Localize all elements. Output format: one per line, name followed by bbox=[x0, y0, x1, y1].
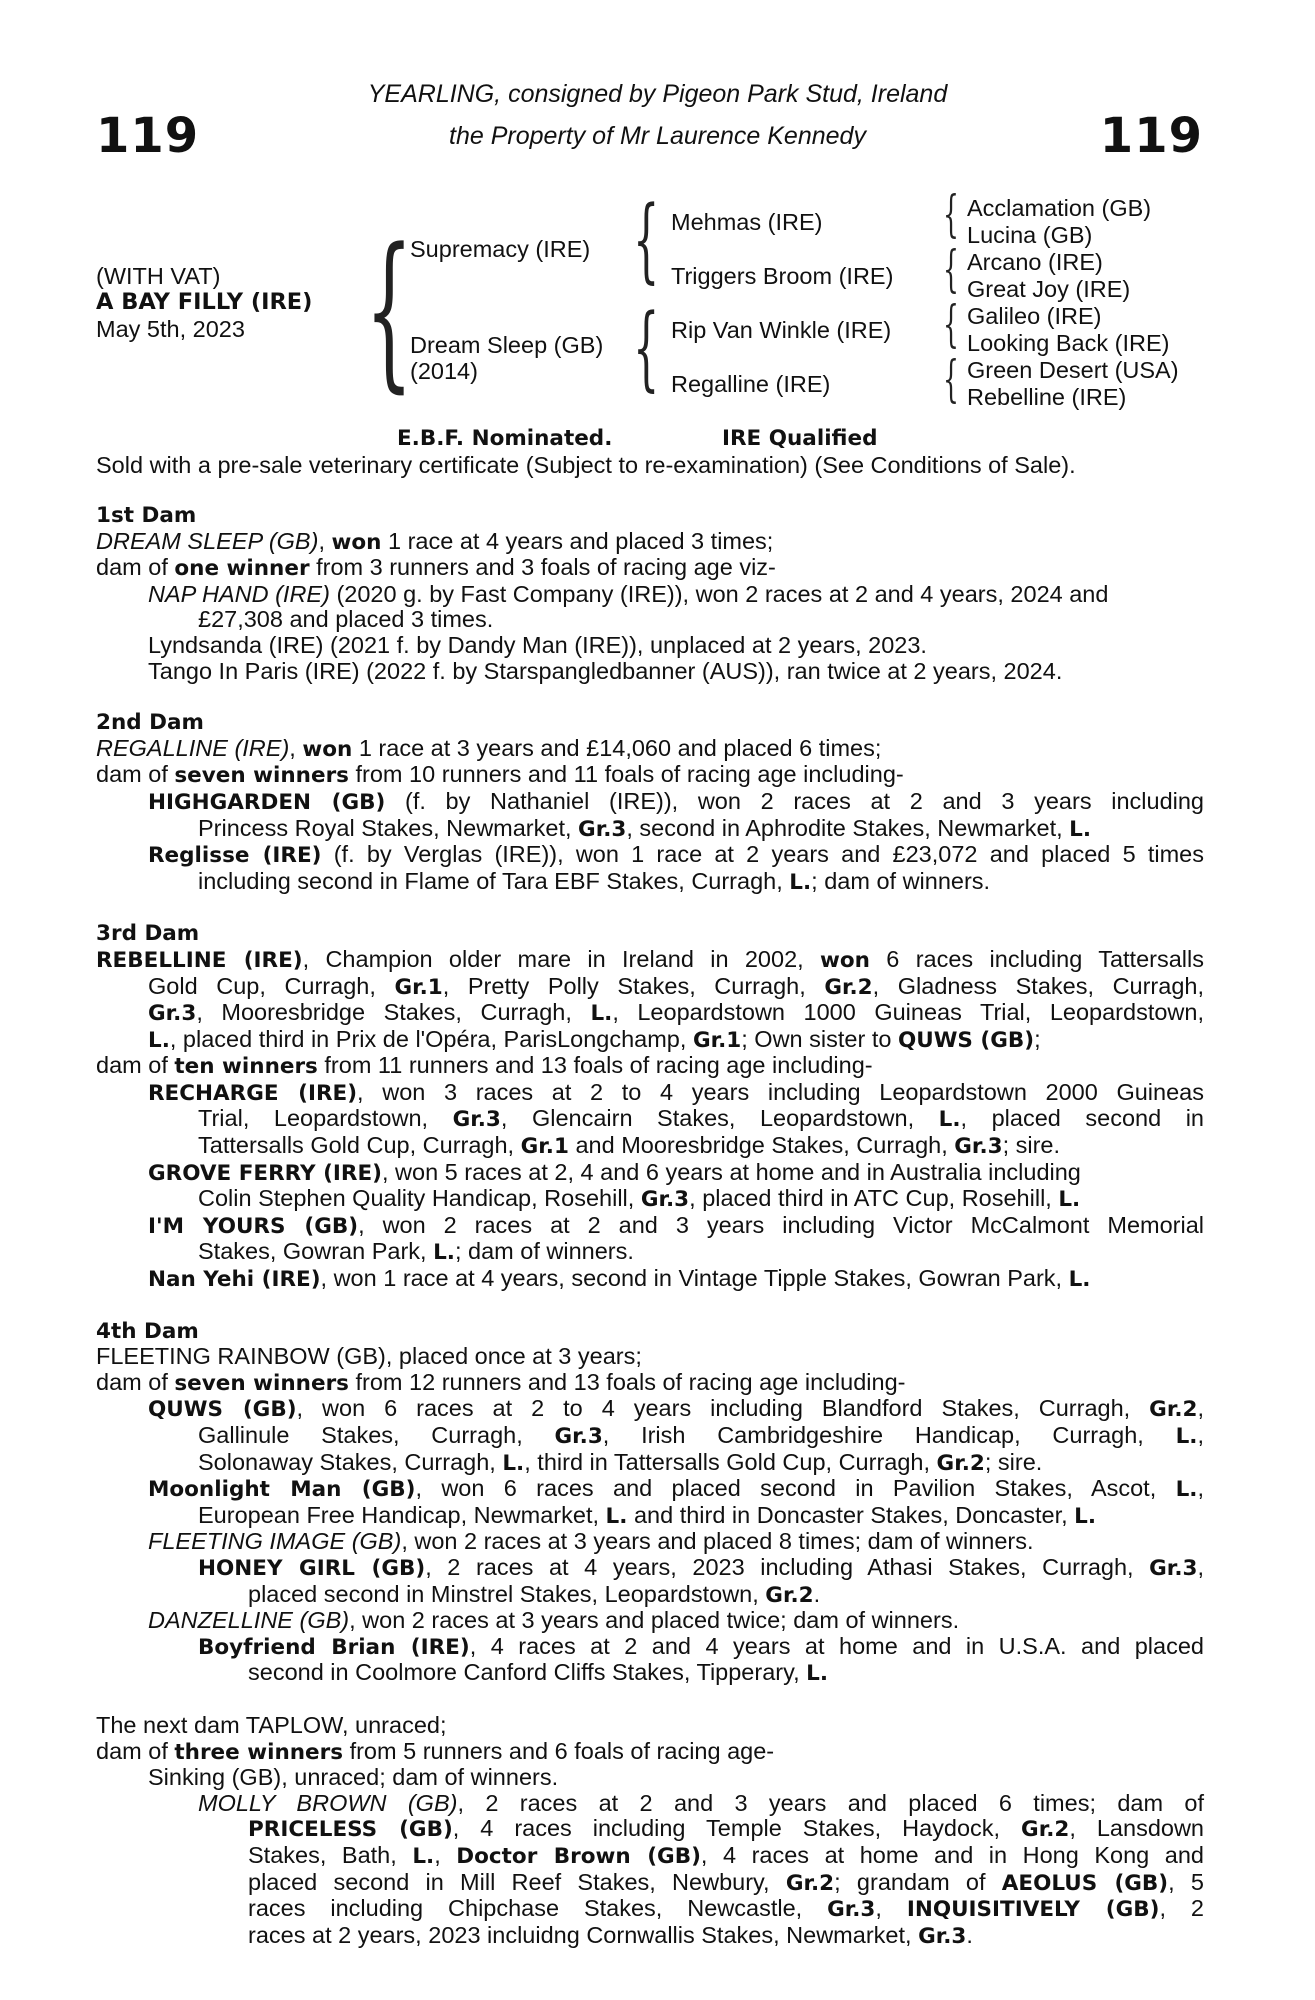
bold-text: one winner bbox=[174, 556, 310, 582]
bold-text: seven winners bbox=[174, 1370, 349, 1396]
plain-text: ; dam of winners. bbox=[811, 867, 991, 894]
text-line bbox=[96, 1239, 1204, 1266]
plain-text: , won 2 races at 3 years and placed twice; dam of winners. bbox=[349, 1607, 960, 1634]
plain-text: Trial, Leopardstown, bbox=[198, 1105, 453, 1132]
lot-number-left: 119 bbox=[96, 108, 200, 164]
italic-text: FLEETING IMAGE (GB) bbox=[148, 1528, 402, 1555]
plain-text: Tattersalls Gold Cup, Curragh, bbox=[198, 1132, 521, 1159]
plain-text: 1 race at 3 years and £14,060 and placed 6 times; bbox=[352, 734, 882, 761]
plain-text: , bbox=[1197, 1475, 1204, 1502]
bold-text: L. bbox=[605, 1503, 628, 1529]
bold-text: seven winners bbox=[174, 763, 349, 789]
italic-text: NAP HAND (IRE) bbox=[148, 580, 330, 607]
plain-text: ; sire. bbox=[1002, 1132, 1061, 1159]
g2-name: Lucina (GB) bbox=[967, 222, 1093, 248]
plain-text: , third in Tattersalls Gold Cup, Curragh, bbox=[524, 1448, 937, 1475]
plain-text: , bbox=[1197, 1395, 1205, 1422]
text-line bbox=[96, 736, 1204, 763]
plain-text: Tango In Paris (IRE) (2022 f. by Starspangledbanner (AUS)), ran twice at 2 years, 2024. bbox=[148, 657, 1063, 684]
bold-text: Gr.2 bbox=[1149, 1397, 1198, 1423]
plain-text: , 2 races at 2 and 3 years and placed 6 times; dam of bbox=[457, 1789, 1204, 1816]
dam-name: Dream Sleep (GB) bbox=[410, 332, 604, 358]
consignor-line: YEARLING, consigned by Pigeon Park Stud, Ireland bbox=[367, 80, 948, 108]
bold-text: L. bbox=[1068, 1267, 1091, 1293]
text-line bbox=[96, 816, 1204, 843]
bold-text: Gr.3 bbox=[148, 1001, 197, 1027]
plain-text: , won 5 races at 2, 4 and 6 years at home and in Australia including bbox=[381, 1158, 1081, 1185]
text-line bbox=[96, 789, 1204, 816]
text-line bbox=[96, 1791, 1204, 1817]
plain-text: . bbox=[813, 1580, 821, 1607]
horse-name: A BAY FILLY (IRE) bbox=[96, 289, 313, 315]
bold-text: Gr.3 bbox=[452, 1107, 501, 1133]
text-line bbox=[96, 582, 1204, 608]
bold-text: Gr.2 bbox=[765, 1582, 814, 1608]
plain-text: , Leopardstown 1000 Guineas Trial, Leopardstown, bbox=[612, 999, 1204, 1026]
g1-name: Acclamation (GB) bbox=[967, 195, 1152, 221]
g4-name: Great Joy (IRE) bbox=[967, 276, 1131, 302]
text-line bbox=[96, 1080, 1204, 1107]
section-heading-4th-dam: 4th Dam bbox=[96, 1318, 199, 1344]
bold-text: Gr.3 bbox=[1149, 1555, 1198, 1581]
ebf-nominated: E.B.F. Nominated. bbox=[397, 426, 613, 451]
text-line bbox=[96, 1582, 1204, 1609]
bold-text: won bbox=[302, 736, 353, 762]
plain-text: , 4 races at 2 and 4 years at home and in U.S.A. and placed bbox=[469, 1632, 1204, 1659]
plain-text: , 4 races including Temple Stakes, Haydock, bbox=[452, 1815, 1022, 1842]
plain-text: , Glencairn Stakes, Leopardstown, bbox=[500, 1105, 939, 1132]
bold-text: Nan Yehi (IRE) bbox=[148, 1267, 321, 1293]
plain-text: Lyndsanda (IRE) (2021 f. by Dandy Man (IRE)), unplaced at 2 years, 2023. bbox=[148, 631, 927, 658]
sire-sire-name: Mehmas (IRE) bbox=[671, 209, 823, 235]
plain-text: , Irish Cambridgeshire Handicap, Curragh, bbox=[602, 1422, 1176, 1448]
bold-text: L. bbox=[502, 1450, 525, 1476]
brace-g1: { bbox=[943, 185, 959, 243]
text-line bbox=[96, 1450, 1204, 1477]
brace-dam: { bbox=[633, 294, 660, 401]
plain-text: , Lansdown bbox=[1069, 1815, 1204, 1842]
text-line bbox=[96, 1133, 1204, 1160]
plain-text: , won 6 races at 2 to 4 years including Blandford Stakes, Curragh, bbox=[296, 1395, 1150, 1422]
bold-text: HIGHGARDEN (GB) bbox=[148, 789, 386, 815]
plain-text: from 10 runners and 11 foals of racing age including- bbox=[348, 761, 904, 788]
section-heading-3rd-dam: 3rd Dam bbox=[96, 921, 200, 947]
text-line bbox=[96, 1870, 1204, 1897]
italic-text: DREAM SLEEP (GB) bbox=[96, 527, 319, 554]
text-line bbox=[96, 1027, 1204, 1054]
section-heading-2nd-dam: 2nd Dam bbox=[96, 710, 204, 736]
owner-line: the Property of Mr Laurence Kennedy bbox=[449, 122, 866, 150]
text-line bbox=[96, 1843, 1204, 1870]
g7-name: Green Desert (USA) bbox=[967, 357, 1179, 383]
plain-text: races including Chipchase Stakes, Newcastle, bbox=[248, 1895, 828, 1922]
bold-text: Gr.2 bbox=[785, 1870, 835, 1896]
plain-text: and Mooresbridge Stakes, Curragh, bbox=[568, 1132, 955, 1159]
plain-text: £27,308 and placed 3 times. bbox=[198, 606, 494, 633]
plain-text: , Mooresbridge Stakes, Curragh, bbox=[196, 999, 591, 1026]
g6-name: Looking Back (IRE) bbox=[967, 330, 1170, 356]
text-line bbox=[96, 1555, 1204, 1582]
bold-text: Gr.1 bbox=[520, 1134, 569, 1160]
catalogue-body bbox=[96, 503, 1204, 1949]
plain-text: , Champion older mare in Ireland in 2002, bbox=[302, 945, 821, 972]
text-line bbox=[96, 1923, 1204, 1950]
dam-dam-name: Regalline (IRE) bbox=[671, 371, 831, 397]
brace-sire: { bbox=[633, 186, 660, 293]
italic-text: REGALLINE (IRE) bbox=[96, 734, 290, 761]
text-line bbox=[96, 1739, 1204, 1766]
plain-text: , Pretty Polly Stakes, Curragh, bbox=[442, 972, 825, 999]
plain-text: and third in Doncaster Stakes, Doncaster, bbox=[627, 1501, 1075, 1528]
bold-text: Gr.3 bbox=[918, 1923, 967, 1949]
text-line bbox=[96, 1896, 1204, 1923]
plain-text: dam of bbox=[96, 554, 175, 581]
bold-text: HONEY GIRL (GB) bbox=[198, 1555, 426, 1581]
plain-text: ; Own sister to bbox=[741, 1025, 898, 1052]
plain-text: , placed second in bbox=[960, 1105, 1204, 1132]
bold-text: Boyfriend Brian (IRE) bbox=[198, 1634, 470, 1660]
plain-text: dam of bbox=[96, 761, 175, 788]
text-line bbox=[96, 1529, 1204, 1555]
text-line bbox=[96, 869, 1204, 896]
text-line bbox=[96, 1765, 1204, 1791]
bold-text: L. bbox=[938, 1107, 961, 1133]
brace-g4: { bbox=[943, 350, 959, 408]
plain-text: races at 2 years, 2023 incluidng Cornwallis Stakes, Newmarket, bbox=[248, 1921, 919, 1948]
plain-text: , 4 races at home and in Hong Kong and bbox=[700, 1841, 1204, 1868]
text-line bbox=[96, 1503, 1204, 1530]
plain-text: Princess Royal Stakes, Newmarket, bbox=[198, 814, 579, 841]
plain-text: ; dam of winners. bbox=[454, 1238, 634, 1265]
text-line bbox=[96, 555, 1204, 582]
text-line bbox=[96, 1634, 1204, 1661]
plain-text: , bbox=[875, 1895, 907, 1922]
plain-text: , won 1 race at 4 years, second in Vintage Tipple Stakes, Gowran Park, bbox=[320, 1265, 1069, 1292]
plain-text: , bbox=[1197, 1422, 1204, 1448]
plain-text: , won 3 races at 2 to 4 years including Leopardstown 2000 Guineas bbox=[357, 1078, 1204, 1105]
bold-text: Doctor Brown (GB) bbox=[456, 1843, 701, 1869]
plain-text: second in Coolmore Canford Cliffs Stakes, Tipperary, bbox=[248, 1659, 807, 1686]
brace-main: { bbox=[365, 212, 414, 408]
plain-text: dam of bbox=[96, 1368, 175, 1395]
plain-text: , won 6 races and placed second in Pavilion Stakes, Ascot, bbox=[415, 1475, 1176, 1502]
plain-text: 6 races including Tattersalls bbox=[869, 945, 1204, 972]
plain-text: , Gladness Stakes, Curragh, bbox=[872, 972, 1204, 999]
bold-text: Moonlight Man (GB) bbox=[148, 1477, 416, 1503]
plain-text: ; sire. bbox=[984, 1448, 1043, 1475]
bold-text: L. bbox=[1175, 1477, 1198, 1503]
plain-text: placed second in Mill Reef Stakes, Newbury, bbox=[248, 1868, 786, 1895]
dam-year: (2014) bbox=[410, 358, 478, 384]
g8-name: Rebelline (IRE) bbox=[967, 384, 1127, 410]
italic-text: DANZELLINE (GB) bbox=[148, 1607, 350, 1634]
bold-text: L. bbox=[590, 1001, 613, 1027]
section-heading-1st-dam: 1st Dam bbox=[96, 503, 197, 528]
bold-text: Reglisse (IRE) bbox=[148, 843, 322, 869]
bold-text: Gr.1 bbox=[394, 974, 443, 1000]
bold-text: Gr.1 bbox=[692, 1027, 742, 1053]
text-line bbox=[96, 1053, 1204, 1080]
bold-text: L. bbox=[789, 869, 812, 895]
bold-text: L. bbox=[148, 1027, 170, 1053]
text-line bbox=[96, 607, 1204, 633]
bold-text: RECHARGE (IRE) bbox=[148, 1080, 358, 1106]
dam-sire-name: Rip Van Winkle (IRE) bbox=[671, 317, 892, 343]
text-line bbox=[96, 974, 1204, 1001]
vat-note: (WITH VAT) bbox=[96, 263, 221, 289]
plain-text: , second in Aphrodite Stakes, Newmarket, bbox=[626, 814, 1070, 841]
bold-text: Gr.3 bbox=[827, 1897, 876, 1923]
ire-qualified: IRE Qualified bbox=[722, 426, 878, 451]
plain-text: Stakes, Gowran Park, bbox=[198, 1238, 434, 1265]
bold-text: Gr.2 bbox=[1021, 1817, 1070, 1843]
bold-text: AEOLUS (GB) bbox=[1001, 1870, 1169, 1896]
bold-text: won bbox=[820, 947, 870, 973]
plain-text: , placed third in Prix de l'Opéra, ParisLongchamp, bbox=[169, 1025, 693, 1052]
bold-text: Gr.2 bbox=[936, 1450, 985, 1476]
bold-text: Gr.2 bbox=[824, 974, 873, 1000]
bold-text: ten winners bbox=[174, 1054, 318, 1080]
plain-text: Sinking (GB), unraced; dam of winners. bbox=[148, 1764, 559, 1791]
bold-text: GROVE FERRY (IRE) bbox=[148, 1160, 382, 1186]
plain-text: European Free Handicap, Newmarket, bbox=[198, 1501, 606, 1528]
plain-text: , bbox=[289, 734, 303, 761]
text-line bbox=[96, 1000, 1204, 1027]
plain-text: from 12 runners and 13 foals of racing age including- bbox=[348, 1368, 906, 1395]
text-line bbox=[96, 1344, 1204, 1370]
bold-text: L. bbox=[412, 1843, 435, 1869]
bold-text: L. bbox=[1058, 1187, 1081, 1213]
plain-text: , bbox=[434, 1841, 457, 1868]
bold-text: L. bbox=[1069, 816, 1092, 842]
plain-text: , 2 races at 4 years, 2023 including Athasi Stakes, Curragh, bbox=[425, 1553, 1150, 1580]
bold-text: Gr.3 bbox=[578, 816, 627, 842]
bold-text: Gr.3 bbox=[640, 1187, 690, 1213]
text-line bbox=[96, 1186, 1204, 1213]
text-line bbox=[96, 633, 1204, 659]
bold-text: L. bbox=[1074, 1503, 1097, 1529]
plain-text: (f. by Verglas (IRE)), won 1 race at 2 years and £23,072 and placed 5 times bbox=[321, 841, 1205, 868]
bold-text: Gr.3 bbox=[554, 1424, 603, 1449]
text-line bbox=[96, 1713, 1204, 1739]
bold-text: QUWS (GB) bbox=[148, 1397, 297, 1423]
text-line bbox=[96, 842, 1204, 869]
plain-text: FLEETING RAINBOW (GB), placed once at 3 years; bbox=[96, 1343, 642, 1370]
plain-text: ; bbox=[1034, 1025, 1041, 1052]
italic-text: MOLLY BROWN (GB) bbox=[198, 1789, 458, 1816]
plain-text: placed second in Minstrel Stakes, Leopardstown, bbox=[248, 1580, 766, 1607]
text-line bbox=[96, 659, 1204, 685]
plain-text: , won 2 races at 2 and 3 years including Victor McCalmont Memorial bbox=[358, 1211, 1204, 1238]
plain-text: ; grandam of bbox=[834, 1868, 1002, 1895]
bold-text: QUWS (GB) bbox=[897, 1027, 1035, 1053]
text-line bbox=[96, 1660, 1204, 1687]
plain-text: from 3 runners and 3 foals of racing age viz- bbox=[309, 554, 776, 581]
text-line bbox=[96, 1396, 1204, 1423]
text-line bbox=[96, 529, 1204, 556]
lot-number-right: 119 bbox=[1099, 108, 1203, 164]
g3-name: Arcano (IRE) bbox=[967, 249, 1103, 275]
text-line bbox=[96, 1213, 1204, 1240]
text-line bbox=[96, 1476, 1204, 1503]
bold-text: won bbox=[331, 529, 382, 555]
bold-text: L. bbox=[1175, 1424, 1198, 1449]
plain-text: Solonaway Stakes, Curragh, bbox=[198, 1448, 503, 1475]
plain-text: The next dam TAPLOW, unraced; bbox=[96, 1711, 447, 1738]
plain-text: (f. by Nathaniel (IRE)), won 2 races at 2 and 3 years including bbox=[385, 787, 1204, 814]
plain-text: , bbox=[318, 527, 332, 554]
plain-text: including second in Flame of Tara EBF Stakes, Curragh, bbox=[198, 867, 790, 894]
text-line bbox=[96, 947, 1204, 974]
plain-text: dam of bbox=[96, 1052, 175, 1079]
plain-text: Colin Stephen Quality Handicap, Rosehill, bbox=[198, 1185, 641, 1212]
plain-text: Stakes, Bath, bbox=[248, 1841, 413, 1868]
text-line bbox=[96, 1423, 1204, 1450]
foaling-date: May 5th, 2023 bbox=[96, 316, 245, 342]
bold-text: PRICELESS (GB) bbox=[248, 1817, 453, 1843]
bold-text: L. bbox=[806, 1661, 829, 1687]
plain-text: from 11 runners and 13 foals of racing age including- bbox=[317, 1052, 873, 1079]
sire-name: Supremacy (IRE) bbox=[410, 236, 591, 262]
bold-text: I'M YOURS (GB) bbox=[148, 1213, 359, 1239]
plain-text: dam of bbox=[96, 1737, 175, 1764]
text-line bbox=[96, 762, 1204, 789]
plain-text: , placed third in ATC Cup, Rosehill, bbox=[689, 1185, 1059, 1212]
plain-text: (2020 g. by Fast Company (IRE)), won 2 races at 2 and 4 years, 2024 and bbox=[329, 580, 1109, 607]
plain-text: , won 2 races at 3 years and placed 8 times; dam of winners. bbox=[401, 1528, 1034, 1555]
plain-text: from 5 runners and 6 foals of racing age- bbox=[343, 1737, 775, 1764]
bold-text: Gr.3 bbox=[954, 1134, 1003, 1160]
bold-text: INQUISITIVELY (GB) bbox=[906, 1897, 1160, 1923]
text-line bbox=[96, 1160, 1204, 1187]
text-line bbox=[96, 1608, 1204, 1634]
vet-certificate-note: Sold with a pre-sale veterinary certificate (Subject to re-examination) (See Conditions of Sale). bbox=[96, 452, 1076, 478]
plain-text: , bbox=[1197, 1553, 1204, 1580]
bold-text: REBELLINE (IRE) bbox=[96, 947, 303, 973]
plain-text: Gold Cup, Curragh, bbox=[148, 972, 395, 999]
brace-g3: { bbox=[943, 295, 959, 353]
sire-dam-name: Triggers Broom (IRE) bbox=[671, 263, 894, 289]
bold-text: L. bbox=[433, 1240, 455, 1266]
text-line bbox=[96, 1106, 1204, 1133]
plain-text: , 5 bbox=[1168, 1868, 1204, 1895]
text-line bbox=[96, 1266, 1204, 1293]
bold-text: three winners bbox=[174, 1739, 344, 1765]
brace-g2: { bbox=[943, 240, 959, 298]
text-line bbox=[96, 1816, 1204, 1843]
text-line bbox=[96, 1370, 1204, 1397]
plain-text: , 2 bbox=[1159, 1895, 1204, 1922]
plain-text: 1 race at 4 years and placed 3 times; bbox=[381, 527, 774, 554]
plain-text: Gallinule Stakes, Curragh, bbox=[198, 1422, 555, 1448]
g5-name: Galileo (IRE) bbox=[967, 303, 1102, 329]
plain-text: . bbox=[966, 1921, 973, 1948]
